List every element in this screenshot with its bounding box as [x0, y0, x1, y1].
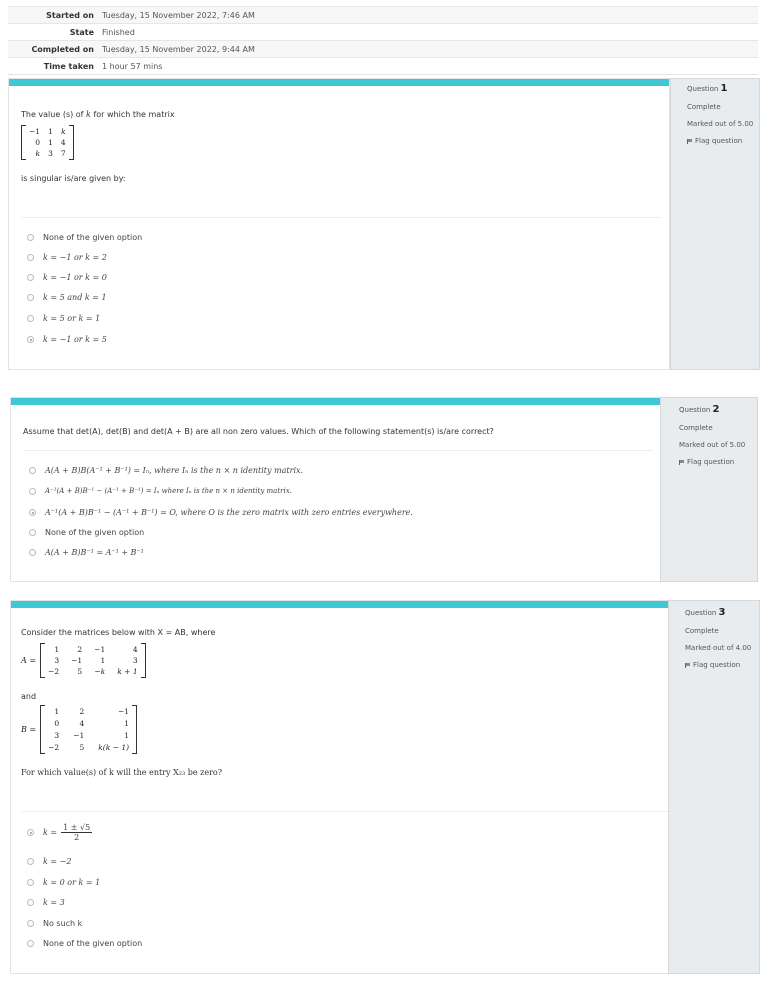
flag-question-link[interactable] — [679, 458, 757, 466]
matrix-cell: 3 — [54, 731, 60, 740]
question-number: 2 — [712, 404, 720, 415]
radio-button[interactable] — [27, 234, 34, 241]
option-label: No such k — [43, 919, 83, 928]
matrix-cell: 5 — [77, 667, 83, 676]
radio-button-selected[interactable] — [27, 829, 34, 836]
option-label: k = 5 or k = 1 — [43, 314, 101, 323]
fraction-denominator: 2 — [74, 833, 80, 842]
divider — [21, 811, 671, 812]
matrix-cell: 7 — [60, 149, 66, 158]
question-label: Question — [679, 406, 711, 414]
divider — [21, 217, 661, 218]
option-label: A⁻¹(A + B)B⁻¹ − (A⁻¹ + B⁻¹) = Iₙ where Iₙ is the n × n identity matrix. — [45, 487, 292, 495]
q2-option-3[interactable] — [29, 508, 413, 517]
matrix-cell: k — [61, 127, 66, 136]
radio-button[interactable] — [27, 879, 34, 886]
option-label: k = 0 or k = 1 — [43, 878, 101, 887]
summary-value: Tuesday, 15 November 2022, 9:44 AM — [102, 44, 255, 54]
option-label: k = −1 or k = 2 — [43, 253, 107, 262]
q1-option-5[interactable] — [27, 314, 100, 323]
option-label: A(A + B)B(A⁻¹ + B⁻¹) = Iₙ, where Iₙ is the n × n identity matrix. — [45, 466, 304, 475]
summary-value: 1 hour 57 mins — [102, 61, 163, 71]
radio-button[interactable] — [27, 858, 34, 865]
question-header-bar — [11, 601, 679, 608]
summary-value: Tuesday, 15 November 2022, 7:46 AM — [102, 10, 255, 20]
question-1-prompt — [21, 109, 175, 121]
question-3-info — [668, 600, 760, 974]
matrix-cell: −1 — [117, 707, 130, 716]
summary-label: Time taken — [43, 61, 94, 71]
option-label: A⁻¹(A + B)B⁻¹ − (A⁻¹ + B⁻¹) = O, where O is the zero matrix with zero entries everywhere. — [45, 508, 413, 517]
summary-row-started — [8, 6, 758, 23]
q3-option-1[interactable] — [27, 823, 92, 842]
matrix-cell: 4 — [60, 138, 66, 147]
radio-button[interactable] — [27, 940, 34, 947]
question-2-content — [10, 397, 662, 582]
option-label: A(A + B)B⁻¹ = A⁻¹ + B⁻¹ — [45, 548, 144, 557]
summary-row-time-taken — [8, 57, 758, 75]
q3-option-4[interactable] — [27, 898, 65, 907]
radio-button-selected[interactable] — [29, 509, 36, 516]
question-number: 1 — [720, 83, 728, 94]
option-label: None of the given option — [43, 233, 143, 242]
question-3-content — [10, 600, 680, 974]
q2-option-2[interactable] — [29, 487, 292, 495]
matrix-cell: k + 1 — [117, 667, 138, 676]
matrix-b-label: B = — [21, 725, 37, 734]
q3-option-6[interactable] — [27, 939, 142, 948]
q2-option-5[interactable] — [29, 548, 144, 557]
radio-button[interactable] — [27, 274, 34, 281]
question-1-matrix — [21, 125, 74, 160]
and-text: and — [21, 692, 37, 701]
flag-label: Flag question — [693, 661, 741, 669]
flag-icon — [679, 460, 684, 465]
fraction — [61, 823, 92, 842]
q1-option-3[interactable] — [27, 273, 107, 282]
radio-button-selected[interactable] — [27, 336, 34, 343]
radio-button[interactable] — [27, 294, 34, 301]
q1-option-6[interactable] — [27, 335, 107, 344]
summary-value: Finished — [102, 27, 135, 37]
matrix-a — [21, 643, 146, 678]
matrix-cell: 3 — [132, 656, 138, 665]
question-1-prompt-end: is singular is/are given by: — [21, 174, 126, 183]
matrix-cell: 1 — [48, 127, 53, 136]
radio-button[interactable] — [29, 529, 36, 536]
matrix-cell: 4 — [79, 719, 85, 728]
question-marks: Marked out of 5.00 — [679, 441, 746, 449]
option-label: k = −1 or k = 5 — [43, 335, 107, 344]
matrix-cell: 0 — [35, 138, 41, 147]
q3-option-3[interactable] — [27, 878, 100, 887]
q3-option-2[interactable] — [27, 857, 71, 866]
option-label: k = — [43, 828, 58, 837]
radio-button[interactable] — [27, 254, 34, 261]
question-marks: Marked out of 4.00 — [685, 644, 752, 652]
option-label: k = −2 — [43, 857, 72, 866]
flag-icon — [687, 139, 692, 144]
summary-row-completed — [8, 40, 758, 57]
question-status: Complete — [679, 424, 713, 432]
matrix-cell: 1 — [124, 719, 130, 728]
fraction-numerator: 1 ± √5 — [63, 823, 91, 832]
option-label: None of the given option — [43, 939, 143, 948]
radio-button[interactable] — [29, 549, 36, 556]
question-label: Question — [685, 609, 717, 617]
flag-question-link[interactable] — [687, 137, 759, 145]
matrix-cell: −k — [94, 667, 106, 676]
matrix-cell: 2 — [77, 645, 83, 654]
attempt-summary-table — [8, 6, 758, 75]
question-number: 3 — [718, 607, 726, 618]
question-1-info — [670, 78, 760, 370]
matrix-a-label: A = — [21, 656, 37, 665]
question-header-bar — [9, 79, 669, 86]
matrix-cell: 3 — [48, 149, 53, 158]
matrix-cell: −2 — [48, 667, 60, 676]
radio-button[interactable] — [27, 899, 34, 906]
question-label: Question — [687, 85, 719, 93]
summary-row-state — [8, 23, 758, 40]
flag-icon — [685, 663, 690, 668]
divider — [23, 450, 653, 451]
q1-option-4[interactable] — [27, 293, 107, 302]
matrix-cell: 3 — [54, 656, 60, 665]
radio-button[interactable] — [29, 488, 36, 495]
option-label: k = 5 and k = 1 — [43, 293, 107, 302]
question-3-question: For which value(s) of k will the entry X₂₃ be zero? — [21, 768, 222, 777]
question-1-content — [8, 78, 670, 370]
q1-option-2[interactable] — [27, 253, 107, 262]
prompt-text: for which the matrix — [93, 110, 175, 119]
option-label: None of the given option — [45, 528, 145, 537]
flag-question-link[interactable] — [685, 661, 759, 669]
matrix-cell: 1 — [54, 645, 60, 654]
q2-option-4[interactable] — [29, 528, 144, 537]
q2-option-1[interactable] — [29, 466, 303, 475]
q3-option-5[interactable] — [27, 919, 82, 928]
option-label: k = −1 or k = 0 — [43, 273, 107, 282]
matrix-cell: 5 — [79, 743, 85, 752]
prompt-text: The value (s) of — [21, 110, 84, 119]
matrix-cell: −1 — [71, 656, 83, 665]
option-label: k = 3 — [43, 898, 65, 907]
flag-label: Flag question — [687, 458, 735, 466]
matrix-cell: 1 — [48, 138, 53, 147]
summary-label: Started on — [46, 10, 94, 20]
radio-button[interactable] — [29, 467, 36, 474]
matrix-cell: 2 — [79, 707, 85, 716]
matrix-cell: −1 — [94, 645, 106, 654]
matrix-cell: −1 — [29, 127, 41, 136]
matrix-cell: k — [35, 149, 41, 158]
question-2-prompt: Assume that det(A), det(B) and det(A + B) are all non zero values. Which of the following statement(s) is/are correct? — [23, 427, 494, 436]
matrix-cell: −2 — [48, 743, 60, 752]
summary-label: State — [69, 27, 94, 37]
summary-label: Completed on — [31, 44, 94, 54]
question-marks: Marked out of 5.00 — [687, 120, 754, 128]
question-status: Complete — [685, 627, 719, 635]
matrix-cell: 4 — [132, 645, 138, 654]
matrix-cell: k(k − 1) — [98, 743, 130, 752]
radio-button[interactable] — [27, 920, 34, 927]
flag-label: Flag question — [695, 137, 743, 145]
matrix-cell: 1 — [54, 707, 60, 716]
q1-option-1[interactable] — [27, 233, 142, 242]
matrix-cell: 1 — [124, 731, 130, 740]
radio-button[interactable] — [27, 315, 34, 322]
matrix-b — [21, 705, 137, 754]
question-3-prompt: Consider the matrices below with X = AB, where — [21, 628, 216, 637]
matrix-cell: 0 — [54, 719, 60, 728]
matrix-cell: 1 — [100, 656, 106, 665]
matrix-cell: −1 — [73, 731, 85, 740]
question-2-info — [660, 397, 758, 582]
question-status: Complete — [687, 103, 721, 111]
question-header-bar — [11, 398, 661, 405]
var-k: k — [86, 110, 91, 119]
